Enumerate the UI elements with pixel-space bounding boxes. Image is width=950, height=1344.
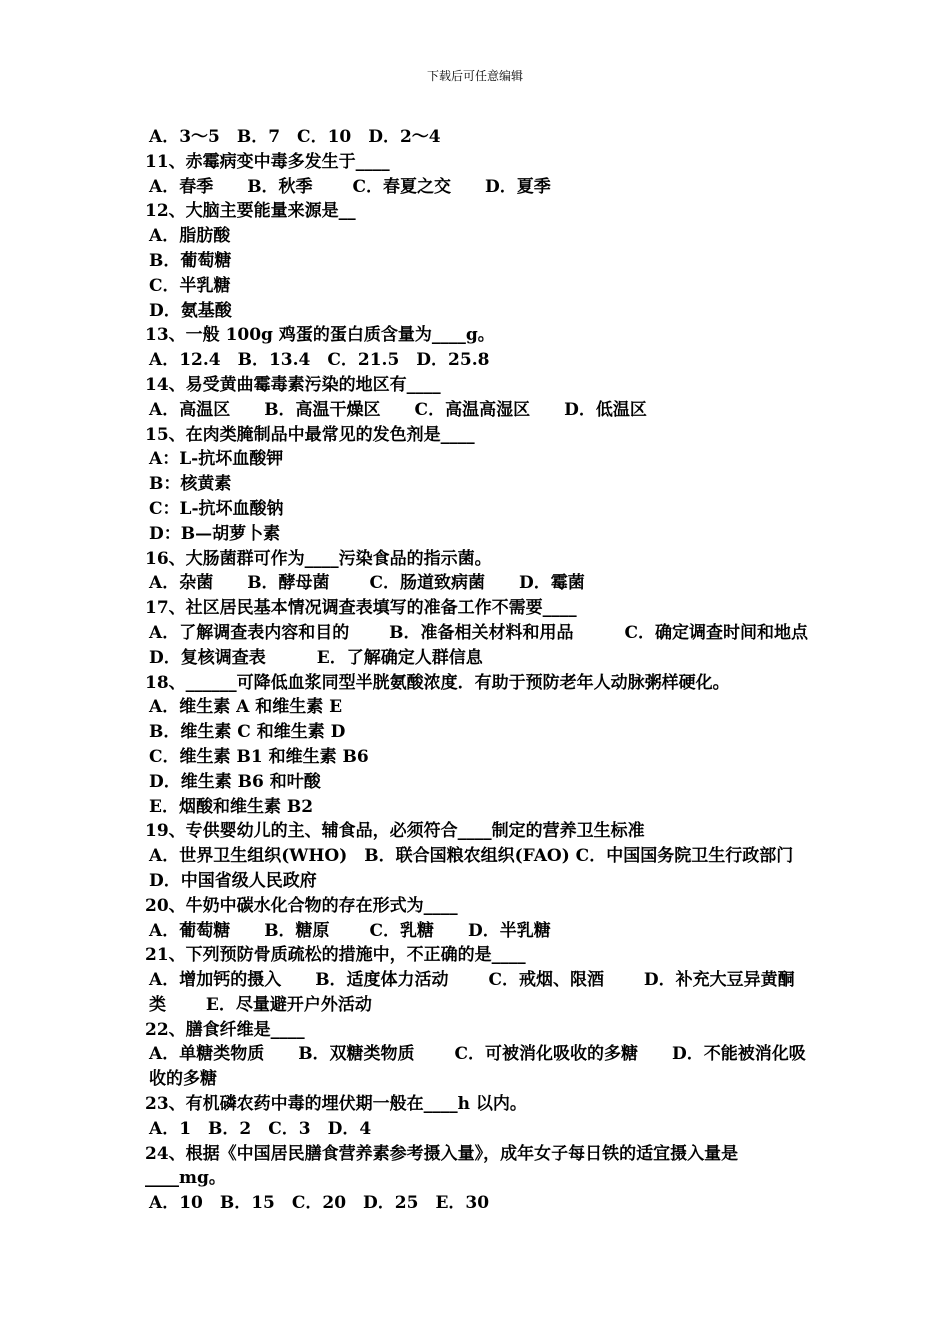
question-text: 20、牛奶中碳水化合物的存在形式为____ bbox=[145, 895, 458, 916]
question-text: 15、在肉类腌制品中最常见的发色剂是____ bbox=[145, 424, 475, 445]
answer-options: A．杂菌 B．酵母菌 C．肠道致病菌 D．霉菌 bbox=[149, 573, 585, 594]
answer-options: A．3～5 B．7 C．10 D．2～4 bbox=[149, 127, 441, 147]
answer-options: D．维生素 B6 和叶酸 bbox=[149, 771, 321, 792]
answer-options: C：L-抗坏血酸钠 bbox=[149, 498, 284, 519]
answer-options: A：L-抗坏血酸钾 bbox=[149, 449, 284, 470]
answer-options: A．维生素 A 和维生素 E bbox=[149, 697, 343, 718]
answer-options: A．春季 B．秋季 C．春夏之交 D．夏季 bbox=[149, 176, 551, 197]
answer-options: A．脂肪酸 bbox=[149, 226, 231, 247]
question-text: 13、一般 100g 鸡蛋的蛋白质含量为____g。 bbox=[145, 325, 495, 346]
answer-options: A．葡萄糖 B．糖原 C．乳糖 D．半乳糖 bbox=[149, 920, 551, 941]
answer-options: B：核黄素 bbox=[149, 474, 232, 495]
answer-options: A．了解调查表内容和目的 B．准备相关材料和用品 C．确定调查时间和地点 D．复核调查表 E．了解确定人群信息 bbox=[149, 622, 843, 668]
page-header: 下载后可任意编辑 bbox=[426, 69, 523, 83]
answer-options: A．1 B．2 C．3 D．4 bbox=[149, 1118, 372, 1139]
answer-options: A．12.4 B．13.4 C．21.5 D．25.8 bbox=[149, 350, 490, 371]
question-text: 18、______可降低血浆同型半胱氨酸浓度．有助于预防老年人动脉粥样硬化。 bbox=[145, 672, 730, 693]
answer-options: C．半乳糖 bbox=[149, 275, 231, 296]
answer-options: A．世界卫生组织(WHO) B．联合国粮农组织(FAO) C．中国国务院卫生行政部门 D．中国省级人民政府 bbox=[149, 846, 817, 891]
answer-options: C．维生素 B1 和维生素 B6 bbox=[149, 746, 369, 767]
answer-options: A．高温区 B．高温干燥区 C．高温高湿区 D．低温区 bbox=[149, 399, 647, 420]
question-text: 22、膳食纤维是____ bbox=[145, 1019, 305, 1040]
question-text: 11、赤霉病变中毒多发生于____ bbox=[145, 151, 390, 172]
question-text: 21、下列预防骨质疏松的措施中，不正确的是____ bbox=[145, 945, 526, 966]
answer-options: B．维生素 C 和维生素 D bbox=[149, 722, 346, 743]
answer-options: B．葡萄糖 bbox=[149, 250, 232, 271]
question-list bbox=[145, 125, 843, 1216]
question-text: 24、根据《中国居民膳食营养素参考摄入量》，成年女子每日铁的适宜摄入量是____mg。 bbox=[145, 1143, 739, 1189]
question-text: 12、大脑主要能量来源是__ bbox=[145, 201, 356, 222]
question-text: 19、专供婴幼儿的主、辅食品，必须符合____制定的营养卫生标准 bbox=[145, 821, 645, 842]
question-text: 17、社区居民基本情况调查表填写的准备工作不需要____ bbox=[145, 598, 577, 619]
answer-options: A．单糖类物质 B．双糖类物质 C．可被消化吸收的多糖 D．不能被消化吸收的多糖 bbox=[149, 1044, 806, 1090]
answer-options: E．烟酸和维生素 B2 bbox=[149, 796, 314, 817]
question-text: 23、有机磷农药中毒的埋伏期一般在____h 以内。 bbox=[145, 1094, 527, 1115]
question-text: 16、大肠菌群可作为____污染食品的指示菌。 bbox=[145, 548, 492, 569]
question-text: 14、易受黄曲霉毒素污染的地区有____ bbox=[145, 374, 441, 395]
answer-options: A．增加钙的摄入 B．适度体力活动 C．戒烟、限酒 D．补充大豆异黄酮类 E．尽量避开户外活动 bbox=[149, 970, 795, 1015]
answer-options: D．氨基酸 bbox=[149, 300, 232, 321]
answer-options: A．10 B．15 C．20 D．25 E．30 bbox=[149, 1193, 490, 1214]
answer-options: D：B—胡萝卜素 bbox=[149, 523, 281, 544]
